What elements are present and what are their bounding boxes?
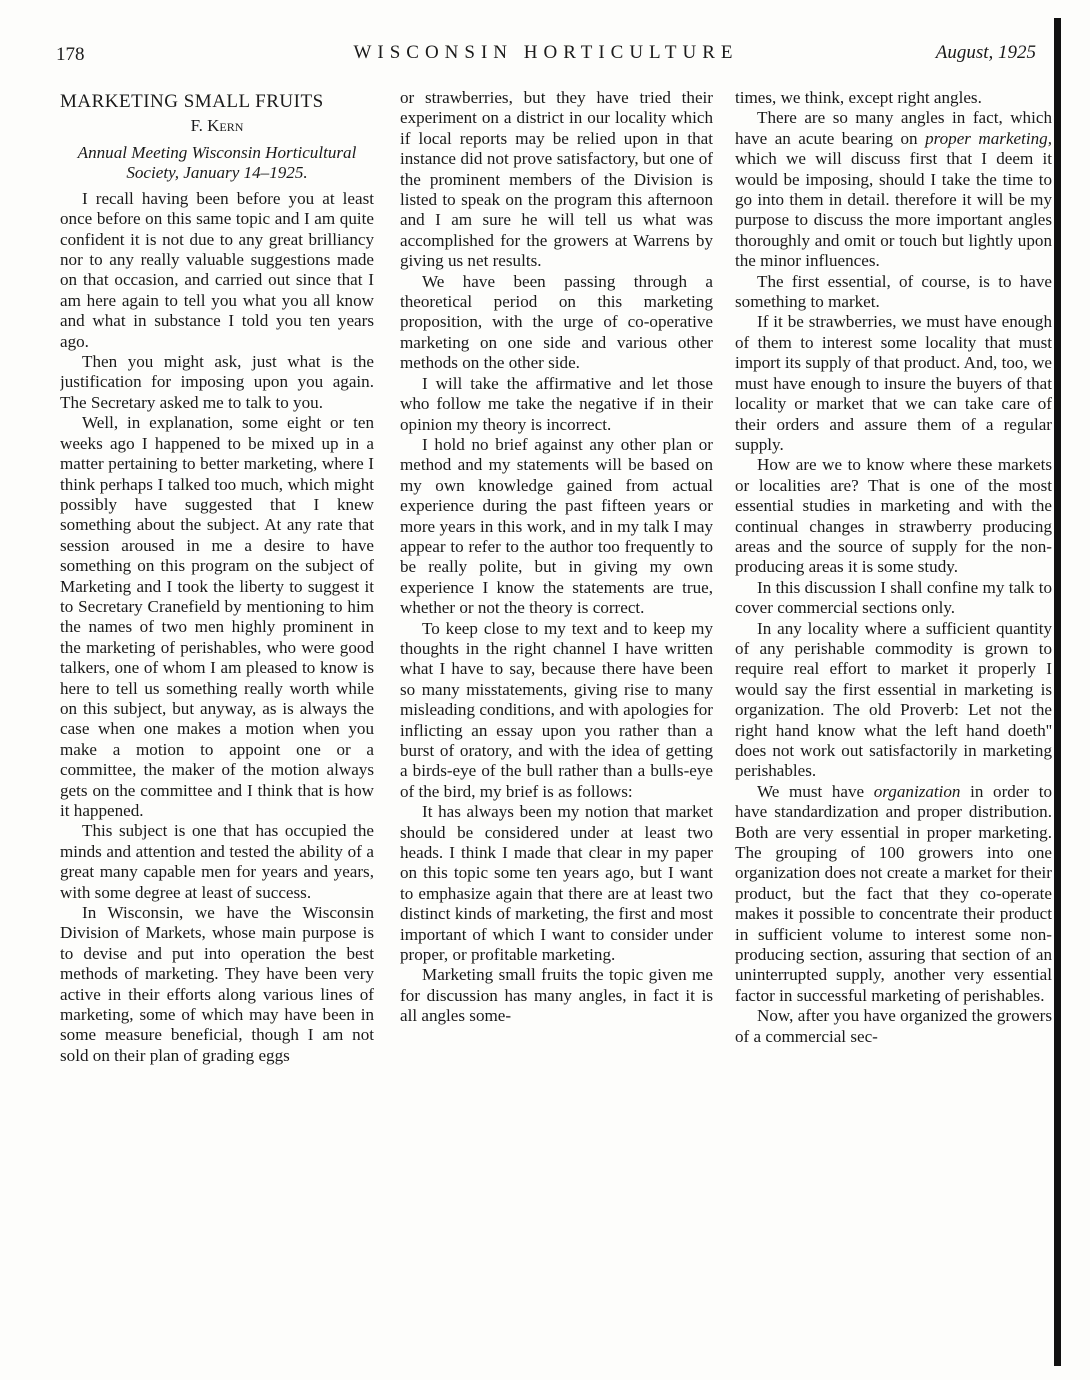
paragraph-continued: or strawberries, but they have tried their experiment on a district in our locality which if local reports may be relied upon in that instance did not prove satisfactory, but one of the prominent members of the Division is listed to speak on the program this afternoon and I am sure he will tell us what was accomplished for the growers at Warrens by giving us net results. [400, 88, 713, 271]
paragraph: Well, in explanation, some eight or ten weeks ago I happened to be mixed up in a matter pertaining to better marketing, where I think perhaps I talked too much, which might possibly have suggested that I knew something about the subject. At any rate that session aroused in me a desire to have something on this program on the subject of Marketing and I took the liberty to suggest it to Secretary Cranefield by mentioning to him the names of two men highly prominent in the marketing of perishables, who were good talkers, one of whom I am pleased to know is here to tell us something really worth while on this subject, but anyway, as is always the case when one makes a motion when you make a motion to appoint one or a committee, the maker of the motion always gets on the committee and I think that is how it happened. [60, 413, 374, 820]
paragraph: We have been passing through a theoretical period on this marketing proposition, with the urge of co-operative marketing on one side and various other methods on the other side. [400, 271, 713, 373]
page-header [56, 38, 1036, 72]
paragraph: This subject is one that has occupied the minds and attention and tested the ability of a great many capable men for years and years, with some degree at least of success. [60, 821, 374, 902]
issue-date: August, 1925 [935, 42, 1036, 63]
paragraph: I will take the affirmative and let those who follow me take the negative if in their opinion my theory is incorrect. [400, 373, 713, 434]
scan-edge-bar [1054, 18, 1061, 1366]
page-number: 178 [56, 44, 85, 65]
emphasis-text: proper marketing, [925, 128, 1052, 148]
text-run: which we will discuss first that I deem it would be imposing, should I take the time to go into them in detail. therefore it will be my purpose to discuss the more important angles thoroughly and omit or touch but lightly upon the minor influences. [735, 149, 1052, 271]
paragraph [735, 782, 1052, 1006]
emphasis-text: organization [873, 781, 961, 801]
text-run: We must have [757, 781, 874, 801]
paragraph: Now, after you have organized the growers of a commercial sec- [735, 1006, 1052, 1046]
paragraph: I recall having been before you at least once before on this same topic and I am quite confident it is not due to any great brilliancy nor to any really valuable suggestions made on that occasion, and carried out since that I am here again to tell you what you all know and what in substance I told you ten years ago. [60, 188, 374, 351]
article-occasion: Annual Meeting Wisconsin Horticultural Society, January 14–1925. [77, 142, 357, 182]
paragraph: Marketing small fruits the topic given me for discussion has many angles, in fact it is all angles some- [400, 965, 713, 1026]
paragraph [735, 108, 1052, 271]
paragraph: It has always been my notion that market should be considered under at least two heads. I think I made that clear in my paper on this topic some ten years ago, but I want to emphasize again that there are at least two distinct kinds of marketing, the first and most important of which I want to consider under proper, or profitable marketing. [400, 802, 713, 965]
paragraph: Then you might ask, just what is the justification for imposing upon you again. The Secretary asked me to talk to you. [60, 352, 374, 412]
paragraph-continued: times, we think, except right angles. [735, 88, 982, 107]
masthead: WISCONSIN HORTICULTURE [353, 42, 739, 63]
paragraph: To keep close to my text and to keep my thoughts in the right channel I have written what I have to say, because there have been so many misstatements, giving rise to many misleading conditions, and with apologies for inflicting an essay upon you rather than a burst of oratory, and with the idea of getting a birds-eye of the bull rather than a bulls-eye of the bird, my brief is as follows: [400, 618, 713, 801]
article-title: MARKETING SMALL FRUITS [60, 91, 324, 112]
column-1 [60, 88, 374, 1348]
column-2 [400, 88, 713, 1348]
paragraph: In any locality where a sufficient quantity of any perishable commodity is grown to require real effort to market it properly I would say the first essential in marketing is organization. The old Proverb: Let not the right hand know what the left hand doeth'' does not work out satisfactorily in marketing perishables. [735, 618, 1052, 781]
text-run: There are so many angles in fact, which have an acute bearing on [735, 108, 1052, 148]
article-author: F. Kern [190, 116, 244, 136]
paragraph: In this discussion I shall confine my talk to cover commercial sections only. [735, 577, 1052, 618]
paragraph: I hold no brief against any other plan or method and my statements will be based on my own knowledge gained from actual experience during the past fifteen years or more years in this work, and in my talk I may appear to refer to the author too frequently to be really polite, but in giving my own experience I know the statements are true, whether or not the theory is correct. [400, 434, 713, 618]
text-run: in order to have standardization and proper distribution. Both are very essential in proper marketing. The grouping of 100 growers into one organization does not create a market for their product, but the fact that they co-operate makes it possible to concentrate their product in sufficient volume to interest some non-producing section, assuring that section of an uninterrupted supply, another very essential factor in successful marketing of perishables. [735, 781, 1052, 1005]
paragraph: How are we to know where these markets or localities are? That is one of the most essential studies in marketing and with the continual changes in strawberry producing areas and the source of supply for the non-producing areas it is some study. [735, 455, 1052, 577]
paragraph: In Wisconsin, we have the Wisconsin Division of Markets, whose main purpose is to devise and put into operation the best methods of marketing. They have been very active in their efforts along various lines of marketing, some of which may have been in some measure beneficial, though I am not sold on their plan of grading eggs [60, 903, 374, 1065]
paragraph: The first essential, of course, is to have something to market. [735, 271, 1052, 312]
paragraph: If it be strawberries, we must have enough of them to interest some locality that must import its supply of that product. And, too, we must have enough to insure the buyers of that locality or market that we can take care of their orders and assure them of a regular supply. [735, 312, 1052, 454]
column-3 [735, 88, 1052, 1348]
